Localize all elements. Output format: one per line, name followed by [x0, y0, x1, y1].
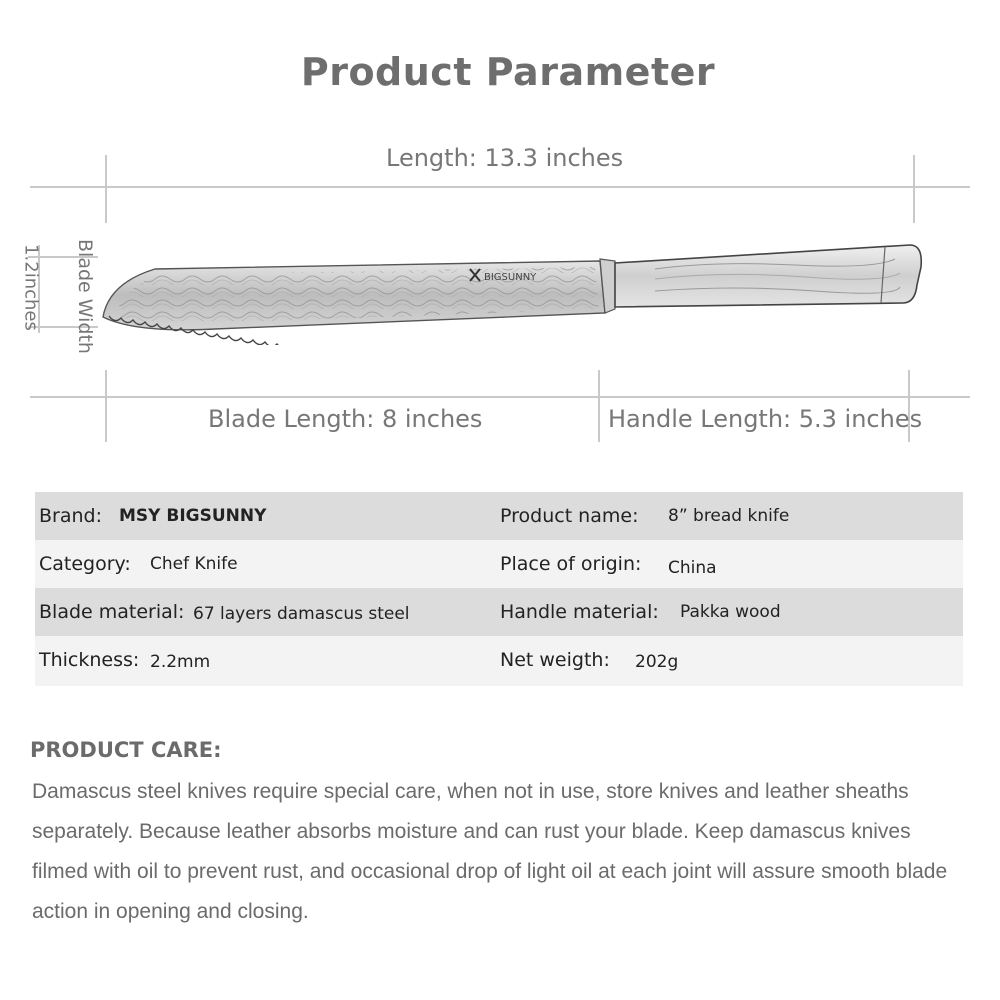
length-label: Length: 13.3 inches [386, 144, 624, 172]
knife-handle [615, 245, 921, 307]
place-of-origin-label: Place of origin: [500, 553, 642, 575]
place-of-origin-value: China [668, 558, 717, 578]
bread-knife-illustration [95, 225, 935, 345]
length-right-tick [913, 155, 915, 223]
product-care-text: Damascus steel knives require special care, when not in use, store knives and leather sheaths separately. Because leather absorbs moisture and can rust your blade. Keep damascus knives filmed with oil to prevent rust, and occasional drop of light oil at each joint will assure smooth blade action in opening and closing. [32, 780, 948, 923]
product-care-heading: PRODUCT CARE: [30, 738, 222, 762]
blade-handle-divider-tick [598, 370, 600, 442]
length-dimension-line [30, 186, 970, 188]
blade-length-label: Blade Length: 8 inches [208, 405, 483, 433]
handle-length-label: Handle Length: 5.3 inches [608, 405, 923, 433]
blade-length-left-tick [105, 370, 107, 442]
spec-row [35, 636, 963, 686]
net-weight-label: Net weigth: [500, 649, 610, 671]
blade-width-value: 1.2inches [20, 244, 42, 331]
thickness-value: 2.2mm [150, 652, 211, 672]
thickness-label: Thickness: [39, 649, 140, 671]
handle-material-label: Handle material: [500, 601, 659, 623]
logo-text: BIGSUNNY [484, 272, 537, 283]
blade-length-dimension-line [30, 396, 970, 398]
product-name-value: 8” bread knife [668, 506, 790, 526]
blade-material-value: 67 layers damascus steel [193, 604, 410, 624]
handle-material-value: Pakka wood [680, 602, 781, 622]
net-weight-value: 202g [635, 652, 679, 672]
blade-material-label: Blade material: [39, 601, 185, 623]
product-name-label: Product name: [500, 505, 639, 527]
brand-value: MSY BIGSUNNY [119, 506, 267, 526]
blade-width-label: Blade Width [74, 239, 96, 354]
category-label: Category: [39, 553, 131, 575]
spec-row [35, 588, 963, 636]
spec-row [35, 492, 963, 540]
page-title: Product Parameter [300, 50, 716, 94]
spec-row [35, 540, 963, 588]
brand-label: Brand: [39, 505, 102, 527]
category-value: Chef Knife [150, 554, 238, 574]
length-left-tick [105, 155, 107, 223]
specs-table [35, 492, 963, 686]
